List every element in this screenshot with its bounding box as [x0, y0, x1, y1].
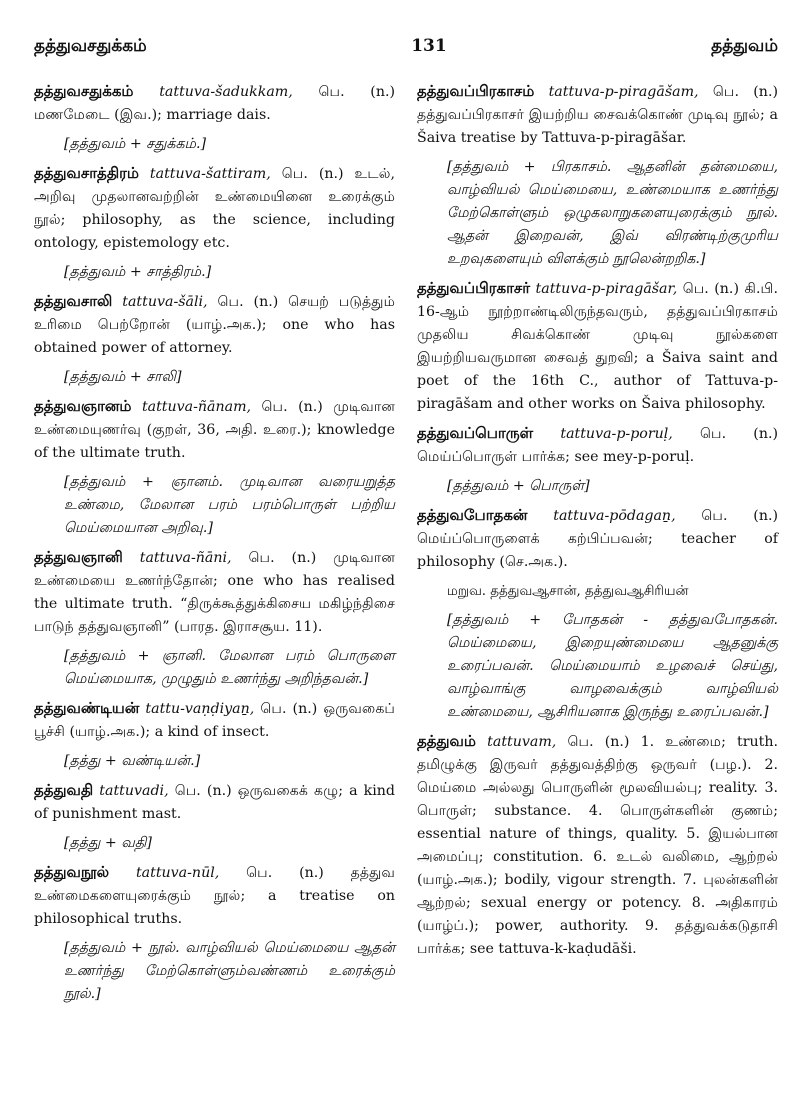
- transliteration: tattuvam,: [487, 734, 557, 750]
- entry: [34, 80, 395, 156]
- gloss: பெ. (n.) தத்துவப்பிரகாசர் இயற்றிய சைவக்கொண் முடிவு நூல்; a Šaiva treatise by Tattuva-p-piragāšar.: [417, 84, 778, 146]
- entry: [34, 395, 395, 540]
- gloss: பெ. (n.) முடிவான உண்மையை உணர்ந்தோன்; one who has realised the ultimate truth. “திருக்கூத்துக்கிசைய மகிழ்ந்திசை பாடுந் தத்துவஞானி” (பாரத. இராசசூய. 11).: [34, 550, 395, 635]
- transliteration: tattuvadi,: [99, 783, 169, 799]
- headword: தத்துவண்டியன்: [34, 699, 140, 717]
- entry: [34, 546, 395, 691]
- gloss: பெ. (n.) தத்துவ உண்மைகளையுரைக்கும் நூல்; a treatise on philosophical truths.: [34, 865, 396, 927]
- entry: [34, 162, 395, 284]
- transliteration: tattuva-ñāni,: [139, 550, 232, 566]
- gloss: பெ. (n.) மெய்ப்பொருள் பார்க்க; see mey-p-poruḷ.: [417, 426, 779, 465]
- transliteration: tattuva-šadukkam,: [159, 84, 293, 100]
- etymology: [தத்து + வண்டியன்.]: [64, 753, 201, 769]
- running-head: [34, 36, 778, 66]
- gloss: பெ. (n.) மணமேடை (இவ.); marriage dais.: [34, 84, 396, 123]
- gloss: பெ. (n.) ஒருவகைக் கழு; a kind of punishment mast.: [34, 783, 395, 822]
- gloss: பெ. (n.) செயற் படுத்தும் உரிமை பெற்றோன் (யாழ்.அக.); one who has obtained power of attorney.: [34, 294, 396, 356]
- page-number: 131: [411, 36, 447, 56]
- transliteration: tattuva-p-piragāšam,: [548, 84, 699, 100]
- headword: தத்துவதி: [34, 781, 94, 799]
- etymology: [தத்துவம் + பொருள்]: [447, 478, 590, 494]
- etymology: [தத்துவம் + சாத்திரம்.]: [64, 264, 212, 280]
- etymology: [தத்துவம் + போதகன் - தத்துவபோதகன். மெய்மையை, இறையுண்மையை ஆதனுக்கு உரைப்பவன். மெய்மையாம் உழவைச் செய்து, வாழ்வாங்கு வாழவைக்கும் வாழ்வியல் உண்மையை, ஆசிரியனாக இருந்து உரைப்பவன்.]: [447, 612, 778, 720]
- etymology: [தத்துவம் + ஞானி. மேலான பரம் பொருளை மெய்மையாக, முழுதும் உணர்ந்து அறிந்தவன்.]: [64, 648, 395, 687]
- gloss: பெ. (n.) ஒருவகைப் பூச்சி (யாழ்.அக.); a kind of insect.: [34, 701, 395, 740]
- gloss: பெ. (n.) முடிவான உண்மையுணர்வு (குறள், 36, அதி. உரை.); knowledge of the ultimate truth.: [34, 399, 396, 461]
- headword: தத்துவபோதகன்: [417, 506, 528, 524]
- transliteration: tattuva-šattiram,: [149, 166, 271, 182]
- etymology: [தத்துவம் + பிரகாசம். ஆதனின் தன்மையை, வாழ்வியல் மெய்மையை, உண்மையாக உணர்ந்து மேற்கொள்ளும் ஒழுகலாறுகளையுரைக்கும் நூல். ஆதன் இறைவன், இவ் விரண்டிற்குமுரிய உறவுகளையும் விளக்கும் நூலென்றறிக.]: [447, 159, 778, 267]
- synonym-note: மறுவ. தத்துவஆசான், தத்துவஆசிரியன்: [447, 584, 689, 599]
- gloss: பெ. (n.) உடல், அறிவு முதலானவற்றின் உண்மையினை உரைக்கும் நூல்; philosophy, as the science, including ontology, epistemology etc.: [34, 166, 395, 251]
- header-right-word: தத்துவம்: [711, 36, 778, 56]
- transliteration: tattuva-nūl,: [135, 865, 220, 881]
- etymology: [தத்துவம் + ஞானம். முடிவான வரையறுத்த உண்மை, மேலான பரம் பரம்பொருள் பற்றிய மெய்மையான அறிவு.]: [64, 474, 395, 536]
- headword: தத்துவப்பிரகாசர்: [417, 279, 531, 297]
- transliteration: tattuva-šāli,: [122, 294, 208, 310]
- etymology: [தத்துவம் + நூல். வாழ்வியல் மெய்மையை ஆதன் உணர்ந்து மேற்கொள்ளும்வண்ணம் உரைக்கும் நூல்.]: [64, 940, 395, 1002]
- transliteration: tattuva-ñānam,: [141, 399, 252, 415]
- headword: தத்துவஞானி: [34, 548, 123, 566]
- etymology: [தத்துவம் + சதுக்கம்.]: [64, 136, 206, 152]
- transliteration: tattu-vaṇḍiyaṉ,: [145, 701, 255, 717]
- entry: [34, 861, 395, 1006]
- right-column: [417, 80, 778, 1012]
- transliteration: tattuva-p-piragāšar,: [535, 281, 678, 297]
- gloss: பெ. (n.) 1. உண்மை; truth. தமிழுக்கு இருவர் தத்துவத்திற்கு ஒருவர் (பழ.). 2. மெய்மை அல்லது பொருளின் மூலவியல்பு; reality. 3. பொருள்; substance. 4. பொருள்களின் குணம்; essential nature of things, quality. 5. இயல்பான அமைப்பு; constitution. 6. உடல் வலிமை, ஆற்றல் (யாழ்.அக.); bodily, vigour strength. 7. புலன்களின் ஆற்றல்; sexual energy or potency. 8. அதிகாரம் (யாழ்ப்.); power, authority. 9. தத்துவக்கடுதாசி பார்க்க; see tattuva-k-kaḍudāši.: [417, 734, 779, 957]
- headword: தத்துவசாலி: [34, 292, 113, 310]
- etymology: [தத்து + வதி]: [64, 835, 152, 851]
- entry: [417, 422, 778, 498]
- entry: [417, 730, 778, 961]
- transliteration: tattuva-p-poruḷ,: [560, 426, 673, 442]
- headword: தத்துவம்: [417, 732, 476, 750]
- entry: [34, 290, 395, 389]
- entry: [34, 697, 395, 773]
- headword: தத்துவஞானம்: [34, 397, 132, 415]
- entry: [417, 277, 778, 416]
- headword: தத்துவப்பிரகாசம்: [417, 82, 535, 100]
- headword: தத்துவசாத்திரம்: [34, 164, 139, 182]
- headword: தத்துவப்பொருள்: [417, 424, 534, 442]
- entry: [417, 80, 778, 271]
- entry: [34, 779, 395, 855]
- gloss: பெ. (n.) கி.பி. 16-ஆம் நூற்றாண்டிலிருந்தவரும், தத்துவப்பிரகாசம் முதலிய சிவக்கொண் முடிவு நூல்களை இயற்றியவருமான சைவத் துறவி; a Šaiva saint and poet of the 16th C., author of Tattuva-p-piragāšam and other works on Šaiva philosophy.: [417, 281, 779, 412]
- headword: தத்துவசதுக்கம்: [34, 82, 134, 100]
- headword: தத்துவநூல்: [34, 863, 110, 881]
- entry: [417, 504, 778, 724]
- etymology: [தத்துவம் + சாலி]: [64, 369, 182, 385]
- transliteration: tattuva-pōdagaṉ,: [553, 508, 676, 524]
- gloss: பெ. (n.) மெய்ப்பொருளைக் கற்பிப்பவன்; teacher of philosophy (செ.அக.).: [417, 508, 779, 570]
- header-left-word: தத்துவசதுக்கம்: [34, 36, 147, 56]
- left-column: [34, 80, 399, 1012]
